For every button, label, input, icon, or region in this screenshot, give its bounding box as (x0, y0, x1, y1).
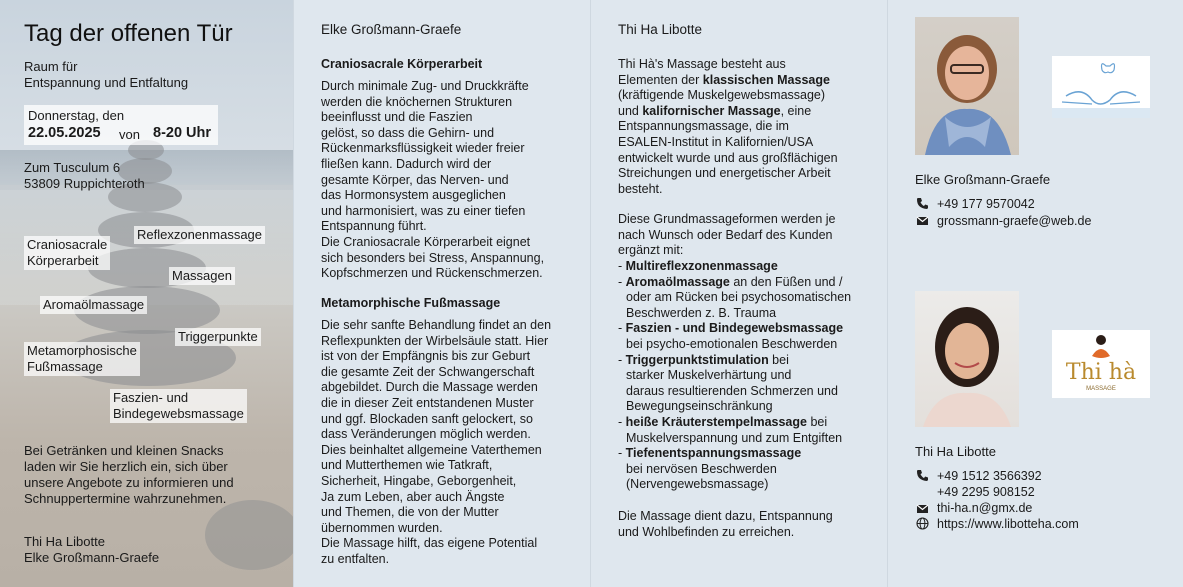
list-bullet: - (618, 274, 626, 289)
service-label-craniosacral: Craniosacrale Körperarbeit (24, 236, 110, 270)
invite-text: Bei Getränken und kleinen Snacks laden wir Sie herzlich ein, sich über unsere Angebote zu informieren und Schnuppertermine wahrzunehmen. (24, 443, 234, 506)
section-title: Metamorphische Fußmassage (321, 296, 501, 310)
subtitle-line: Entspannung und Entfaltung (24, 75, 189, 90)
service-list-item (618, 353, 851, 415)
service-item-desc: bei nervösen Beschwerden (Nervengewebsmassage) (626, 461, 777, 492)
portrait-photo (915, 17, 1019, 155)
page-title: Tag der offenen Tür (24, 20, 233, 47)
date-value: 22.05.2025 (28, 125, 101, 141)
service-item-desc: an den Füßen und / oder am Rücken bei psychosomatischen Beschwerden z. B. Trauma (626, 274, 852, 320)
cover-panel (0, 0, 293, 587)
outro-text: Die Massage dient dazu, Entspannung und Wohlbefinden zu erreichen. (618, 509, 833, 539)
logo-subtext: MASSAGE (1086, 386, 1116, 392)
service-label-triggerpunkte: Triggerpunkte (175, 328, 261, 346)
service-list-item (618, 275, 851, 322)
date-prefix: Donnerstag, den (28, 108, 125, 123)
email-link[interactable]: grossmann-graefe@web.de (937, 214, 1092, 228)
address-line: Zum Tusculum 6 (24, 160, 121, 175)
intro-text-2: Diese Grundmassageformen werden je nach Wunsch oder Bedarf des Kunden ergänzt mit: (618, 212, 836, 258)
service-list-item (618, 259, 851, 275)
list-bullet: - (618, 414, 626, 429)
panel-thiha (590, 0, 887, 587)
service-label-metamorphosis: Metamorphosische Fußmassage (24, 342, 140, 376)
time-value: 8-20 Uhr (153, 125, 212, 141)
text-run: Thi Hà's Massage besteht aus Elementen der (618, 57, 786, 87)
list-bullet: - (618, 259, 626, 273)
service-item-name: Tiefenentspannungsmassage (625, 446, 802, 461)
signers (24, 534, 159, 566)
panel-heading: Thi Ha Libotte (618, 22, 703, 37)
panel-contacts (887, 0, 1183, 587)
signer-name: Elke Großmann-Graefe (24, 550, 160, 565)
service-label-reflexzonen: Reflexzonenmassage (134, 226, 265, 244)
mail-icon (915, 214, 929, 228)
service-list-item (618, 415, 851, 446)
logo-thiha (1052, 330, 1150, 398)
service-item-name: Multireflexzonenmassage (625, 259, 778, 273)
list-bullet: - (618, 446, 626, 461)
text-bold: klassischen Massage (702, 72, 830, 87)
portrait-illustration (915, 291, 1019, 427)
subtitle-line: Raum für (24, 59, 78, 74)
service-label-faszien: Faszien- und Bindegewebsmassage (110, 389, 247, 423)
intro-text (618, 57, 838, 197)
service-item-name: Faszien - und Bindegewebsmassage (625, 321, 844, 336)
portrait-illustration (915, 17, 1019, 155)
service-item-name: Triggerpunktstimulation (625, 352, 769, 367)
website-link[interactable]: https://www.libotteha.com (937, 517, 1079, 531)
section-title: Craniosacrale Körperarbeit (321, 57, 483, 71)
date-from: von (119, 127, 140, 142)
hands-butterfly-icon (1052, 56, 1150, 118)
logo-text: Thi hà (1065, 360, 1137, 385)
globe-icon (915, 517, 929, 531)
service-item-desc: bei starker Muskelverhärtung und daraus resultierenden Schmerzen und Bewegungseinschränkung (626, 352, 838, 414)
address (24, 160, 145, 192)
phone-number[interactable]: +49 2295 908152 (937, 485, 1035, 499)
phone-number[interactable]: +49 1512 3566392 (937, 469, 1042, 483)
service-item-name: heiße Kräuterstempelmassage (625, 414, 807, 429)
service-label-massagen: Massagen (169, 267, 235, 285)
email-link[interactable]: thi-ha.n@gmx.de (937, 501, 1033, 515)
signer-name: Thi Ha Libotte (24, 534, 105, 549)
service-item-desc: bei Muskelverspannung und zum Entgiften (626, 414, 843, 445)
panel-heading: Elke Großmann-Graefe (321, 22, 462, 37)
list-bullet: - (618, 352, 626, 367)
logo-hands (1052, 56, 1150, 118)
stone (205, 500, 293, 570)
service-list-item (618, 446, 851, 493)
section-text: Durch minimale Zug- und Druckkräfte werden die knöchernen Strukturen beeinflusst und die Faszien gelöst, so dass die Gehirn- und Rückenmarksflüssigkeit wieder freier fließen kann. Dadurch wird der gesamte Körper, das Nerven- und das Hormonsystem ausgeglichen und harmonisiert, was zu einer tiefen Entspannung führt. Die Craniosacrale Körperarbeit eignet sich besonders bei Stress, Anspannung, Kopfschmerzen und Rückenschmerzen. (321, 79, 545, 281)
service-item-name: Aromaölmassage (625, 274, 730, 289)
service-list (618, 259, 851, 493)
mail-icon (915, 502, 929, 516)
list-bullet: - (618, 321, 626, 336)
service-label-aromaoel: Aromaölmassage (40, 296, 147, 314)
subtitle (24, 59, 188, 91)
text-run: , eine Entspannungsmassage, die im ESALEN-Institut in Kalifornien/USA entwickelt wurde und aus großflächigen Streichungen und energetischer Arbeit besteht. (618, 103, 838, 196)
section-text: Die sehr sanfte Behandlung findet an den Reflexpunkten der Wirbelsäule statt. Hier ist von der Empfängnis bis zur Geburt die gesamte Zeit der Schwangerschaft abgebildet. Durch die Massage werden die in dieser Zeit entstandenen Muster und ggf. Blockaden sanft gelockert, so dass Veränderungen möglich werden. Dies beinhaltet allgemeine Vaterthemen und Mutterthemen wie Tatkraft, Sicherheit, Hingabe, Geborgenheit, Ja zum Leben, aber auch Ängste und Themen, die von der Mutter übernommen wurden. Die Massage hilft, das eigene Potential zu entfalten. (321, 318, 552, 566)
contact-name: Thi Ha Libotte (915, 444, 996, 459)
phone-number[interactable]: +49 177 9570042 (937, 197, 1035, 211)
date-box (24, 105, 218, 145)
text-run: (kräftigende Muskelgewebsmassage) und (618, 88, 826, 118)
portrait-photo (915, 291, 1019, 427)
text-bold: kalifornischer Massage (642, 103, 781, 118)
address-line: 53809 Ruppichteroth (24, 176, 145, 191)
contact-name: Elke Großmann-Graefe (915, 172, 1051, 187)
panel-elke (293, 0, 590, 587)
service-list-item (618, 321, 851, 352)
phone-icon (915, 469, 929, 483)
phone-icon (915, 197, 929, 211)
service-item-desc: bei psycho-emotionalen Beschwerden (626, 336, 838, 351)
